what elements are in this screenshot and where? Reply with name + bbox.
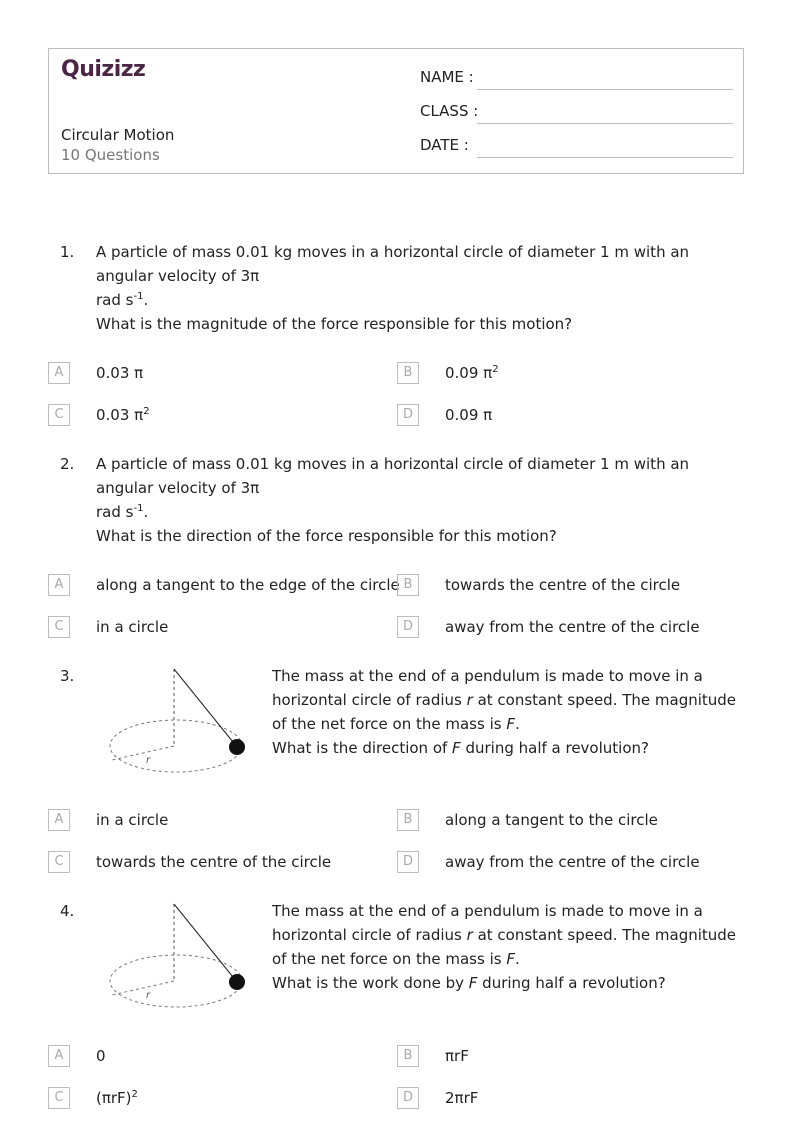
q1-option-a-text[interactable]: 0.03 π [96, 364, 144, 382]
q4-option-b-box[interactable]: B [397, 1045, 419, 1067]
quizizz-logo: Quizizz [61, 57, 146, 82]
q3-option-a-text[interactable]: in a circle [96, 811, 169, 829]
q1-option-b-box[interactable]: B [397, 362, 419, 384]
q3-option-d-text[interactable]: away from the centre of the circle [445, 853, 700, 871]
q4-option-a-text[interactable]: 0 [96, 1047, 106, 1065]
q1-option-d-text[interactable]: 0.09 π [445, 406, 493, 424]
q1-option-b-text[interactable]: 0.09 $\pi^2$ [445, 364, 499, 382]
q3-option-d-box[interactable]: D [397, 851, 419, 873]
question-3-text [272, 664, 750, 760]
question-1-unit: rad $s^{-1}$. [96, 291, 149, 309]
pendulum-string [174, 904, 237, 982]
question-4-stem: The mass at the end of a pendulum is made to move in a horizontal circle of radius r at constant speed. The magnitude of the net force on the mass is F. [272, 902, 737, 968]
question-2-prompt: What is the direction of the force responsible for this motion? [96, 527, 557, 545]
q2-option-d-text[interactable]: away from the centre of the circle [445, 618, 700, 636]
q3-option-c-text[interactable]: towards the centre of the circle [96, 853, 332, 871]
worksheet-header [48, 48, 744, 174]
pendulum-diagram-q3 [104, 664, 254, 780]
question-2-number: 2. [60, 455, 75, 473]
circle-path [110, 720, 242, 772]
radius-line [112, 981, 174, 995]
q2-option-b-box[interactable]: B [397, 574, 419, 596]
question-1-prompt: What is the magnitude of the force responsible for this motion? [96, 315, 573, 333]
q2-option-c-box[interactable]: C [48, 616, 70, 638]
pendulum-bob [229, 739, 245, 755]
pendulum-diagram-q4 [104, 899, 254, 1015]
question-4-number: 4. [60, 902, 75, 920]
question-count: 10 Questions [61, 146, 160, 164]
date-label: DATE : [420, 136, 469, 154]
q1-option-d-box[interactable]: D [397, 404, 419, 426]
name-label: NAME : [420, 68, 474, 86]
q4-option-c-text[interactable]: $(\pi rF)^2$ [96, 1089, 138, 1107]
radius-label: r [146, 990, 151, 1001]
question-2-text [96, 452, 746, 548]
q2-option-a-text[interactable]: along a tangent to the edge of the circle [96, 576, 400, 594]
question-3-number: 3. [60, 667, 75, 685]
q4-option-b-text[interactable]: πrF [445, 1047, 469, 1065]
q3-option-b-text[interactable]: along a tangent to the circle [445, 811, 658, 829]
q3-option-b-box[interactable]: B [397, 809, 419, 831]
q1-option-c-text[interactable]: 0.03 $\pi^2$ [96, 406, 150, 424]
question-4-text [272, 899, 750, 995]
question-1-text [96, 240, 746, 336]
question-3-prompt: What is the direction of F during half a revolution? [272, 739, 649, 757]
pendulum-bob [229, 974, 245, 990]
circle-path [110, 955, 242, 1007]
radius-label: r [146, 755, 151, 766]
class-label: CLASS : [420, 102, 479, 120]
q4-option-d-text[interactable]: 2πrF [445, 1089, 479, 1107]
q3-option-c-box[interactable]: C [48, 851, 70, 873]
name-field[interactable] [477, 89, 733, 90]
q1-option-a-box[interactable]: A [48, 362, 70, 384]
question-3-stem: The mass at the end of a pendulum is made to move in a horizontal circle of radius r at constant speed. The magnitude of the net force on the mass is F. [272, 667, 737, 733]
question-2-unit: rad $s^{-1}$. [96, 503, 149, 521]
q2-option-a-box[interactable]: A [48, 574, 70, 596]
question-1-stem: A particle of mass 0.01 kg moves in a horizontal circle of diameter 1 m with an angular velocity of 3π [96, 243, 690, 285]
q2-option-c-text[interactable]: in a circle [96, 618, 169, 636]
worksheet-title: Circular Motion [61, 126, 175, 144]
date-field[interactable] [477, 157, 733, 158]
class-field[interactable] [477, 123, 733, 124]
q1-option-c-box[interactable]: C [48, 404, 70, 426]
q3-option-a-box[interactable]: A [48, 809, 70, 831]
radius-line [112, 746, 174, 760]
q2-option-b-text[interactable]: towards the centre of the circle [445, 576, 681, 594]
q2-option-d-box[interactable]: D [397, 616, 419, 638]
pendulum-string [174, 669, 237, 747]
q4-option-c-box[interactable]: C [48, 1087, 70, 1109]
q4-option-a-box[interactable]: A [48, 1045, 70, 1067]
question-4-prompt: What is the work done by F during half a revolution? [272, 974, 666, 992]
question-1-number: 1. [60, 243, 75, 261]
question-2-stem: A particle of mass 0.01 kg moves in a horizontal circle of diameter 1 m with an angular velocity of 3π [96, 455, 690, 497]
q4-option-d-box[interactable]: D [397, 1087, 419, 1109]
